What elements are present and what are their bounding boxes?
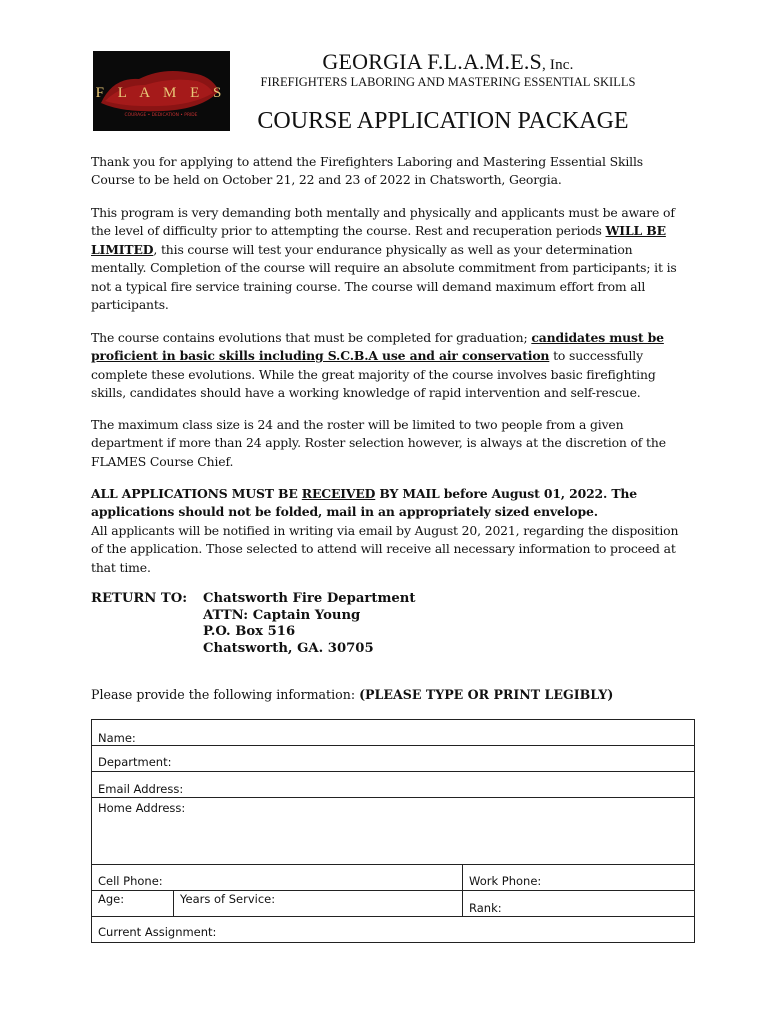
name-row[interactable] <box>92 720 694 746</box>
years-of-service-label: Years of Service: <box>180 892 276 906</box>
home-address-row[interactable] <box>92 798 694 865</box>
flames-logo <box>93 51 230 131</box>
will-be-limited-emphasis: WILL BE LIMITED <box>91 223 666 257</box>
email-field-label: Email Address: <box>98 782 184 796</box>
cell-phone-label: Cell Phone: <box>98 874 163 888</box>
current-assignment-label: Current Assignment: <box>98 925 217 939</box>
flames-logo-graphic <box>93 51 230 131</box>
demanding-text-a: This program is very demanding both mentally and physically and applicants must be aware of the level of difficulty prior to attempting the course. Rest and recuperation periods <box>91 205 675 239</box>
address-line: P.O. Box 516 <box>203 624 296 640</box>
name-field-label: Name: <box>98 731 136 745</box>
rank-label: Rank: <box>469 901 502 915</box>
return-address <box>203 591 415 657</box>
address-line: Chatsworth, GA. 30705 <box>203 640 374 656</box>
phone-row <box>92 865 694 891</box>
home-address-field-label: Home Address: <box>98 801 186 815</box>
notification-text: All applicants will be notified in writing via email by August 20, 2021, regarding the disposition of the application. Those selected to attend will receive all necessary information to proceed at that time. <box>91 522 679 575</box>
evolutions-paragraph <box>91 329 681 403</box>
work-phone-field[interactable] <box>463 865 695 890</box>
org-suffix: , Inc. <box>542 57 574 73</box>
evolutions-text-a: The course contains evolutions that must be completed for graduation; <box>91 330 532 345</box>
cell-phone-field[interactable] <box>92 865 463 890</box>
intro-paragraph: Thank you for applying to attend the Firefighters Laboring and Mastering Essential Skills Course to be held on October 21, 22 and 23 of 2022 in Chatsworth, Georgia. <box>91 154 643 188</box>
deadline-paragraph <box>91 485 681 577</box>
assignment-row[interactable] <box>92 917 694 942</box>
age-label: Age: <box>98 892 125 906</box>
department-row[interactable] <box>92 746 694 772</box>
demanding-text-b: , this course will test your endurance physically as well as your determination mentally. Completion of the course will require an absolute commitment from participants; it is not a typical fire service training course. The course will demand maximum effort from all participants. <box>91 241 677 313</box>
email-row[interactable] <box>92 772 694 798</box>
print-legibly-note: (PLEASE TYPE OR PRINT LEGIBLY) <box>359 687 614 702</box>
department-field-label: Department: <box>98 755 172 769</box>
age-field[interactable] <box>92 891 174 916</box>
applicant-info-form <box>91 719 695 943</box>
years-of-service-field[interactable] <box>174 891 463 916</box>
class-size-paragraph: The maximum class size is 24 and the roster will be limited to two people from a given department if more than 24 apply. Roster selection however, is always at the discretion of the FLAMES Course Chief. <box>91 417 666 469</box>
page-title: COURSE APPLICATION PACKAGE <box>257 108 629 134</box>
logo-tagline: COURAGE • DEDICATION • PRIDE <box>124 113 198 118</box>
address-line: Chatsworth Fire Department <box>203 591 416 606</box>
org-name: GEORGIA F.L.A.M.E.S <box>322 49 542 74</box>
logo-letters: F L A M E S <box>95 85 227 101</box>
evolutions-text-b: to successfully complete these evolutions. While the great majority of the course involves basic firefighting skills, candidates should have a working knowledge of rapid intervention and self-rescue. <box>91 348 656 401</box>
provide-text: Please provide the following information: <box>91 687 360 702</box>
received-emphasis: RECEIVED <box>301 486 376 501</box>
address-line: ATTN: Captain Young <box>203 607 361 623</box>
deadline-text-a: ALL APPLICATIONS MUST BE <box>91 486 302 501</box>
work-phone-label: Work Phone: <box>469 874 542 888</box>
service-row <box>92 891 694 917</box>
return-to-label: RETURN TO: <box>91 591 188 606</box>
org-subtitle: FIREFIGHTERS LABORING AND MASTERING ESSENTIAL SKILLS <box>260 75 636 89</box>
rank-field[interactable] <box>463 891 695 916</box>
provide-info-instruction <box>91 686 613 704</box>
demanding-paragraph <box>91 204 681 314</box>
deadline-text-b: BY MAIL before August 01, 2022. The applications should not be folded, mail in an appropriately sized envelope. <box>91 486 637 520</box>
proficiency-emphasis: candidates must be proficient in basic skills including S.C.B.A use and air conservation <box>91 330 664 364</box>
